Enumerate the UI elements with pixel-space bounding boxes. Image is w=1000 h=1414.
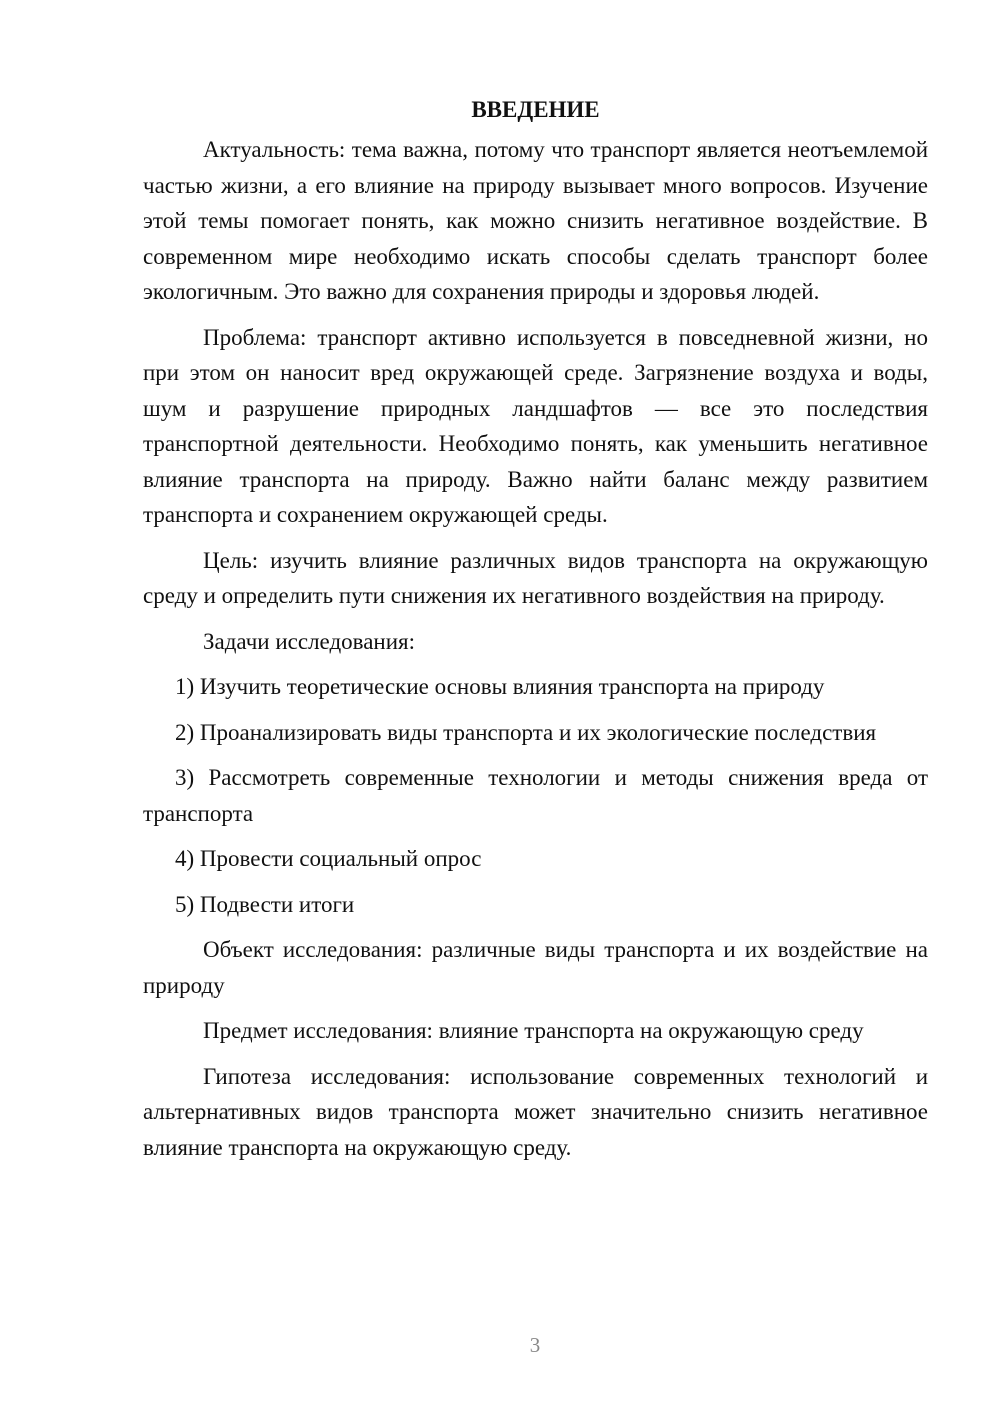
page-number: 3 [529, 1333, 541, 1357]
task-item-3: 3) Рассмотреть современные технологии и методы снижения вреда от транспорта [143, 765, 928, 826]
paragraph-goal: Цель: изучить влияние различных видов транспорта на окружающую среду и определить пути снижения их негативного воздействия на природу. [143, 547, 928, 608]
paragraph-object: Объект исследования: различные виды транспорта и их воздействие на природу [143, 937, 928, 998]
tasks-heading: Задачи исследования: [203, 628, 416, 654]
paragraph-subject: Предмет исследования: влияние транспорта на окружающую среду [203, 1018, 864, 1043]
task-item-1: 1) Изучить теоретические основы влияния транспорта на природу [175, 674, 825, 699]
paragraph-hypothesis: Гипотеза исследования: использование современных технологий и альтернативных видов транспорта может значительно снизить негативное влияние транспорта на окружающую среду. [143, 1063, 928, 1160]
task-item-5: 5) Подвести итоги [175, 891, 355, 917]
paragraph-problem: Проблема: транспорт активно используется в повседневной жизни, но при этом он наносит вред окружающей среде. Загрязнение воздуха и воды, шум и разрушение природных ландшафтов — все это последствия транспортной деятельности. Необходимо понять, как уменьшить негативное влияние транспорта на природу. Важно найти баланс между развитием транспорта и сохранением окружающей среды. [143, 324, 928, 527]
page-title: ВВЕДЕНИЕ [471, 97, 600, 122]
document-page [143, 92, 928, 1165]
paragraph-relevance: Актуальность: тема важна, потому что транспорт является неотъемлемой частью жизни, а его влияние на природу вызывает много вопросов. Изучение этой темы помогает понять, как можно снизить негативное воздействие. В современном мире необходимо искать способы сделать транспорт более экологичным. Это важно для сохранения природы и здоровья людей. [143, 137, 928, 304]
task-item-4: 4) Провести социальный опрос [175, 846, 482, 871]
task-item-2: 2) Проанализировать виды транспорта и их экологические последствия [175, 719, 877, 745]
